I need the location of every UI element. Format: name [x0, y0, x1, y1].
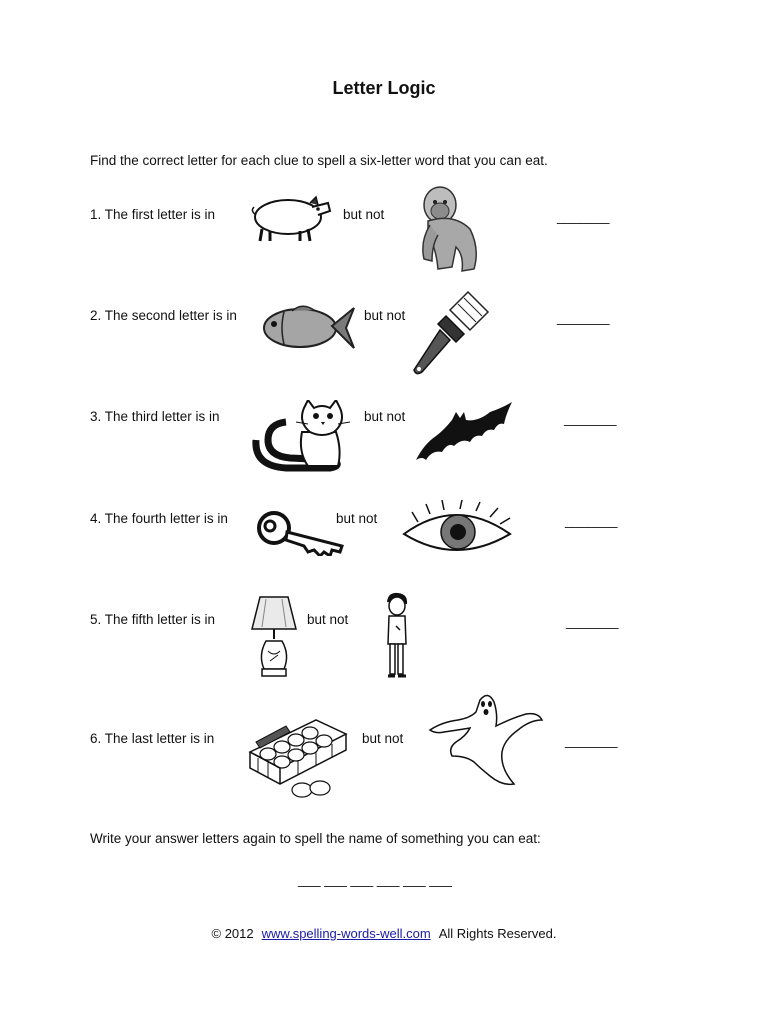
boy-icon	[382, 592, 412, 680]
clue-3-label: 3. The third letter is in	[90, 409, 220, 424]
footer	[0, 926, 768, 941]
footer-link[interactable]: www.spelling-words-well.com	[261, 926, 431, 941]
pig-icon	[248, 193, 334, 245]
eye-icon	[400, 500, 514, 556]
clue-6-label: 6. The last letter is in	[90, 731, 215, 746]
clue-2-blank[interactable]: _______	[557, 310, 610, 325]
clue-2-connector: but not	[364, 308, 406, 323]
footer-rights: All Rights Reserved.	[438, 926, 557, 941]
clue-1-blank[interactable]: _______	[557, 209, 610, 224]
ghost-icon	[428, 690, 544, 788]
clue-6-blank[interactable]: _______	[565, 733, 618, 748]
clue-5-blank[interactable]: _______	[566, 614, 619, 629]
clue-5-connector: but not	[307, 612, 349, 627]
page-title: Letter Logic	[332, 78, 436, 98]
paintbrush-icon	[410, 290, 490, 378]
fish-icon	[262, 302, 356, 352]
footer-copyright: © 2012	[211, 926, 254, 941]
clue-3-connector: but not	[364, 409, 406, 424]
clue-2-label: 2. The second letter is in	[90, 308, 237, 323]
key-icon	[256, 506, 346, 556]
clue-4-label: 4. The fourth letter is in	[90, 511, 228, 526]
final-prompt: Write your answer letters again to spell the name of something you can eat:	[90, 831, 541, 846]
bat-icon	[414, 400, 514, 464]
final-answer-blanks[interactable]: ___ ___ ___ ___ ___ ___	[298, 872, 452, 887]
clue-1-connector: but not	[343, 207, 385, 222]
eggs-icon	[246, 712, 350, 802]
clue-1-label: 1. The first letter is in	[90, 207, 216, 222]
clue-6-connector: but not	[362, 731, 404, 746]
lamp-icon	[250, 595, 298, 679]
clue-3-blank[interactable]: _______	[564, 411, 617, 426]
clue-4-connector: but not	[336, 511, 378, 526]
instructions: Find the correct letter for each clue to spell a six-letter word that you can eat.	[90, 153, 548, 168]
cat-icon	[246, 400, 352, 472]
clue-4-blank[interactable]: _______	[565, 513, 618, 528]
clue-5-label: 5. The fifth letter is in	[90, 612, 216, 627]
gorilla-icon	[418, 183, 482, 275]
